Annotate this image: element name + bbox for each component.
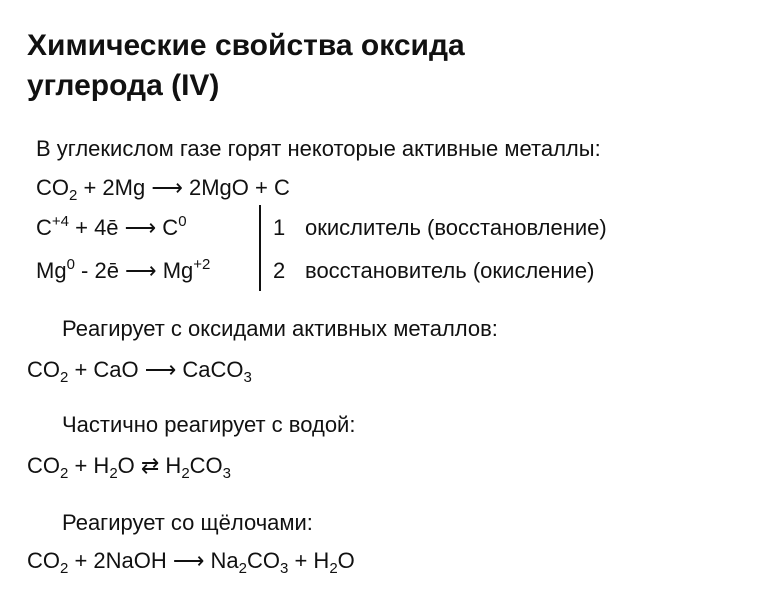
coefficient-1: 1 [273,215,286,240]
equation-co2-cao: $CO_2$ + CaO ⟶ CaCO$_3$ [27,357,252,386]
oxides-intro: Реагирует с оксидами активных металлов: [62,316,498,341]
title-line-2: углерода (IV) [27,69,220,102]
half-reaction-magnesium: Mg$^0$ - 2ē ⟶ $Mg^{+2}$ [36,256,211,283]
metals-burning-intro: В углекислом газе горят некоторые активные металлы: [36,136,601,161]
alkali-intro: Реагирует со щёлочами: [62,510,313,535]
half-reaction-carbon: $C^{+4}$ + 4ē ⟶ $C^0$ [36,213,187,240]
page-title [27,26,465,106]
reducer-label: восстановитель (окисление) [305,258,595,283]
oxidizer-label: окислитель (восстановление) [305,215,607,240]
title-line-1: Химические свойства оксида [27,29,465,62]
water-intro: Частично реагирует с водой: [62,412,356,437]
equation-co2-water: $CO_2 + H_2O$ ⇄ $H_2CO_3$ [27,453,232,482]
equation-co2-naoh: $CO_2$ + 2NaOH ⟶ $Na_2CO_3 + H_2O$ [27,548,355,577]
coefficient-2: 2 [273,258,286,283]
equation-co2-mg: $CO_2 + 2Mg$ ⟶ 2MgO + C [36,175,290,204]
electron-balance-divider [259,205,261,291]
